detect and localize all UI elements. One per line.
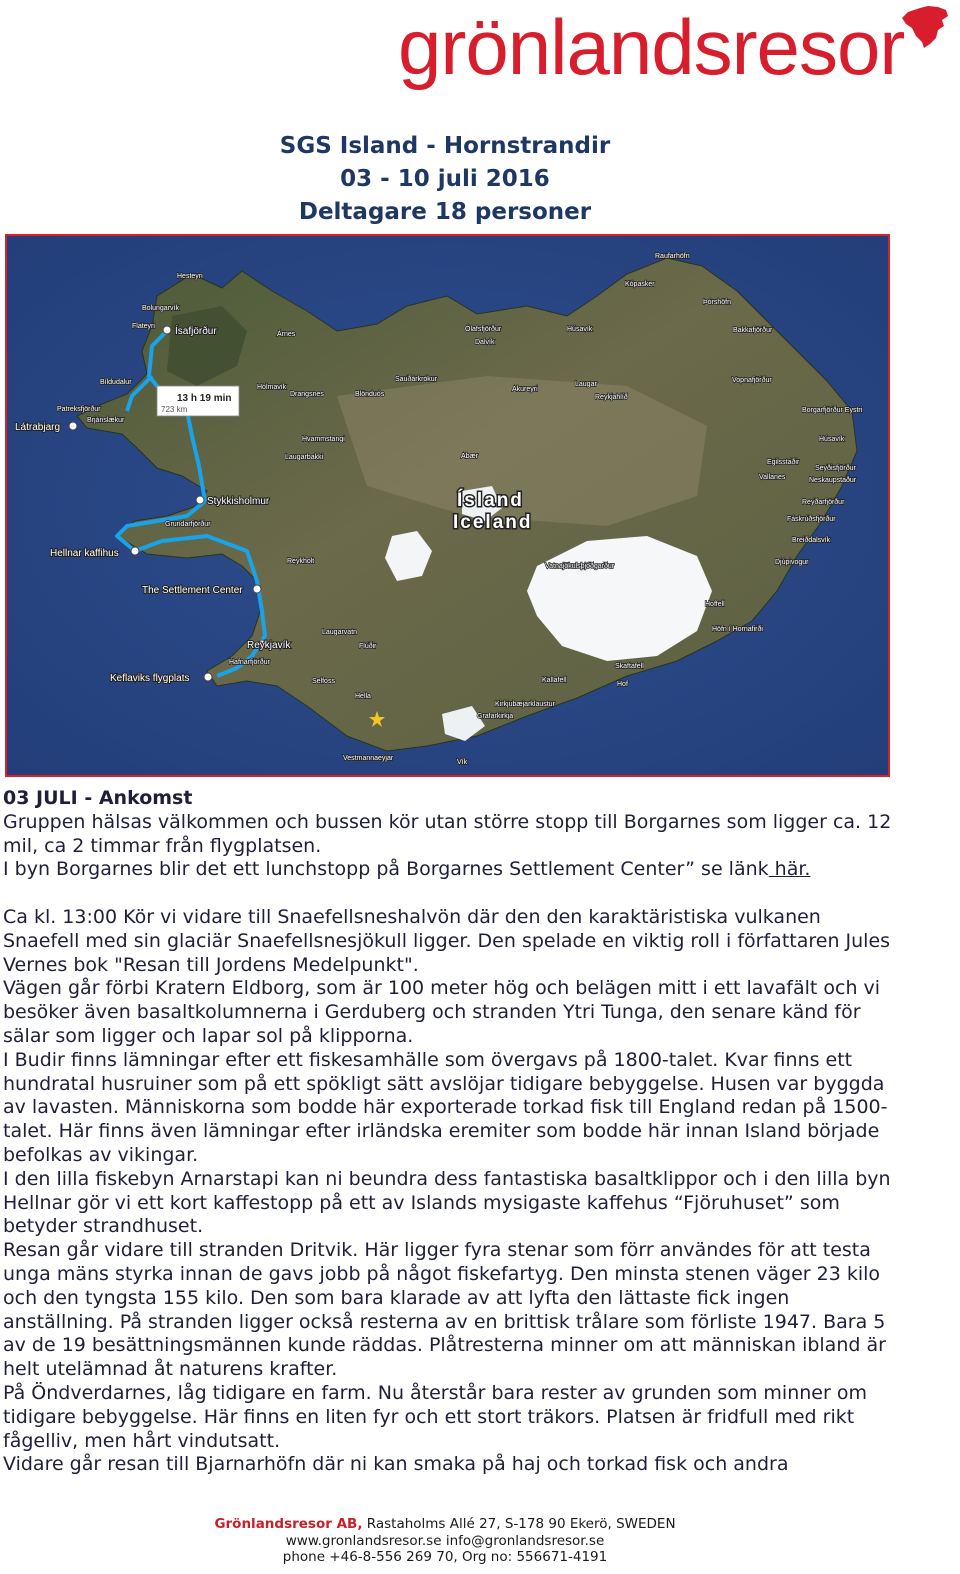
paragraph-lunch — [3, 858, 903, 882]
place-reykjahlid: Reykjahlíð — [595, 394, 628, 401]
place-seydisfjordur: Seyðisfjörður — [815, 465, 856, 472]
place-raufarhofn: Raufarhöfn — [655, 253, 690, 260]
place-bolungarvik: Bolungarvík — [142, 305, 179, 312]
footer-web-email: www.gronlandsresor.se info@gronlandsresor.se — [285, 1532, 605, 1549]
place-selfoss: Selfoss — [312, 678, 335, 685]
greenland-icon — [898, 4, 950, 50]
place-egilsstadir: Egilsstaðir — [767, 459, 800, 466]
lunch-text: I byn Borgarnes blir det ett lunchstopp på Borgarnes Settlement Center” se länk — [3, 858, 769, 881]
brand-logo — [398, 0, 958, 100]
place-reykjavik: Reykjavík — [247, 640, 291, 651]
paragraph-gap — [3, 882, 903, 906]
place-borgarfjordur: Borgarfjörður Eystri — [802, 407, 863, 414]
logo-wordmark: grönlandsresor — [398, 3, 905, 91]
place-faskrudsfjordur: Fáskrúðsfjörður — [787, 516, 836, 523]
place-kallafell: Kallafell — [542, 677, 567, 684]
place-vopnafjordur: Vopnafjörður — [732, 377, 772, 384]
place-latrabjarg: Látrabjarg — [15, 422, 61, 433]
place-laugarvatn: Laugarvatn — [322, 629, 358, 636]
settlement-link[interactable]: här. — [768, 858, 811, 881]
title-line-3: Deltagare 18 personer — [298, 199, 592, 225]
footer-address: Rastaholms Allé 27, S-178 90 Ekerö, SWEDEN — [362, 1516, 676, 1532]
place-abaer: Abær — [461, 453, 479, 460]
place-hella: Hella — [355, 693, 371, 700]
place-grafarkirkja: Grafarkirkja — [477, 713, 514, 720]
place-djupivogur: Djúpivogur — [775, 559, 809, 566]
title-line-1: SGS Island - Hornstrandir — [279, 133, 611, 159]
page-footer — [0, 1516, 890, 1566]
place-blonduos: Blönduós — [355, 391, 385, 398]
place-hellnar: Hellnar kaffihus — [50, 548, 119, 559]
place-vallanes: Vallanes — [759, 474, 786, 481]
place-akureyri: Akureyri — [512, 386, 538, 393]
iceland-route-map — [5, 234, 890, 777]
place-isafjordur: Ísafjörður — [175, 326, 217, 337]
place-kirkjubaejarklaustur: Kirkjubæjarklaustur — [495, 701, 555, 708]
place-hvammstangi: Hvammstangi — [302, 436, 345, 443]
place-reydarfjordur: Reyðarfjörður — [802, 499, 845, 506]
paragraph-arrival: Gruppen hälsas välkommen och bussen kör utan större stopp till Borgarnes som ligger ca. 12 mil, ca 2 timmar från flygplatsen. — [3, 810, 892, 857]
route-distance: 723 km — [161, 405, 188, 414]
document-title — [0, 130, 890, 229]
paragraph-eldborg: Vägen går förbi Kratern Eldborg, som är 100 meter hög och belägen mitt i ett lavafält och vi besöker även basaltkolumnerna i Gerduberg och stranden Ytri Tunga, den senare känd för sälar som ligger och lapar sol på klipporna. — [3, 977, 881, 1047]
day-heading: 03 JULI - Ankomst — [3, 787, 193, 809]
footer-address-line — [0, 1516, 890, 1533]
place-hof: Hof — [617, 681, 628, 688]
footer-company: Grönlandsresor AB, — [214, 1516, 363, 1532]
paragraph-budir: I Budir finns lämningar efter ett fiskesamhälle som övergavs på 1800-talet. Kvar finns ett hundratal husruiner som på ett spökligt sätt avslöjar tidigare bebyggelse. Husen var byggda av lavasten. Människorna som bodde här exporterade torkad fisk till England redan på 1500-talet. Här finns även lämningar efter irländska eremiter som bodde här innan Island började befolkas av vikingar. — [3, 1048, 888, 1166]
place-sauoarkrokur: Sauðárkrókur — [395, 376, 438, 383]
place-laugar: Laugar — [575, 381, 597, 388]
place-husavik-east: Húsavík — [819, 436, 845, 443]
title-line-2: 03 - 10 juli 2016 — [340, 166, 550, 192]
paragraph-dritvik: Resan går vidare till stranden Dritvik. Här ligger fyra stenar som förr användes för att testa unga mäns styrka innan de gavs jobb på något fiskefartyg. Den minsta stenen väger 23 kilo och den tyngsta 155 kilo. Den som bara klarade av att lyfta den lättaste fick ingen anställning. På stranden ligger också resterna av en brittisk trålare som förliste 1947. Bara 5 av de 19 besättningsmännen kunde räddas. Plåtresterna minner om att människan ibland är helt utelämnad åt naturens krafter. — [3, 1239, 886, 1381]
place-dalvik: Dalvík — [475, 339, 495, 346]
route-info-box — [157, 386, 239, 416]
place-husavik: Húsavík — [567, 326, 593, 333]
place-thorshofn: Þórshöfn — [703, 299, 732, 306]
place-vatnajokull: Vatnajökulsþjóðgarður — [545, 563, 615, 570]
place-brjanslaekur: Brjánslækur — [87, 417, 125, 424]
place-bildudalur: Bíldudalur — [100, 379, 132, 386]
paragraph-ondverdarnes: På Öndverdarnes, låg tidigare en farm. Nu återstår bara rester av grunden som minner om tidigare bebyggelse. Här finns en liten fyr och ett stort träkors. Platsen är fridfull med rikt fågelliv, men hårt vindutsatt. — [3, 1381, 867, 1452]
place-flateyri: Flateyri — [132, 323, 155, 330]
place-reykholt: Reykholt — [287, 558, 315, 565]
paragraph-bjarnarhofn: Vidare går resan till Bjarnarhöfn där ni kan smaka på haj och torkad fisk och andra — [3, 1453, 789, 1476]
place-arnes: Árnes — [277, 331, 296, 338]
place-hafnarfjordur: Hafnarfjörður — [229, 659, 270, 666]
place-drangsnes: Drangsnes — [290, 391, 324, 398]
place-laugarbakki: Laugarbakki — [285, 454, 324, 461]
place-fludir: Flúðir — [359, 643, 377, 650]
route-time: 13 h 19 min — [177, 393, 232, 404]
place-hoffell: Hoffell — [705, 601, 725, 608]
place-stykkisholmur: Stykkisholmur — [207, 496, 270, 507]
country-label-en: Iceland — [453, 512, 533, 533]
place-patreksfjordur: Patreksfjörður — [57, 406, 101, 413]
place-grundarfjordur: Grundarfjörður — [165, 521, 211, 528]
place-vik: Vík — [457, 759, 468, 766]
place-settlement-center: The Settlement Center — [142, 585, 243, 596]
place-kopasker: Kópasker — [625, 281, 655, 288]
footer-phone-org: phone +46-8-556 269 70, Org no: 556671-4191 — [282, 1549, 608, 1565]
place-breiddalsvik: Breiðdalsvík — [792, 537, 831, 544]
paragraph-arnarstapi: I den lilla fiskebyn Arnarstapi kan ni beundra dess fantastiska basaltklippor och i den lilla byn Hellnar gör vi ett kort kaffestopp på ett av Islands mysigaste kaffehus “Fjöruhuset” som betyder strandhuset. — [3, 1167, 891, 1238]
place-keflavik: Keflaviks flygplats — [110, 673, 190, 684]
paragraph-snaefellsnes: Ca kl. 13:00 Kör vi vidare till Snaefellsneshalvön där den den karaktäristiska vulkanen Snaefell med sin glaciär Snaefellsnesjökull ligger. Den spelade en viktig roll i författaren Jules Vernes bok "Resan till Jordens Medelpunkt". — [3, 905, 891, 976]
country-label-is: Ísland — [457, 490, 524, 511]
itinerary-text — [3, 787, 903, 1477]
place-holmavik: Hólmavík — [257, 384, 287, 391]
place-olafsfjordur: Ólafsfjörður — [465, 326, 502, 333]
place-bakkafjordur: Bakkafjörður — [733, 327, 773, 334]
place-vestmannaeyjar: Vestmannaeyjar — [343, 755, 394, 762]
place-neskaupstadur: Neskaupstaður — [809, 477, 857, 484]
place-skaftafell: Skaftafell — [615, 663, 644, 670]
place-hofn: Höfn í Hornafirði — [712, 626, 763, 633]
place-hestevri: Hesteyri — [177, 273, 203, 280]
